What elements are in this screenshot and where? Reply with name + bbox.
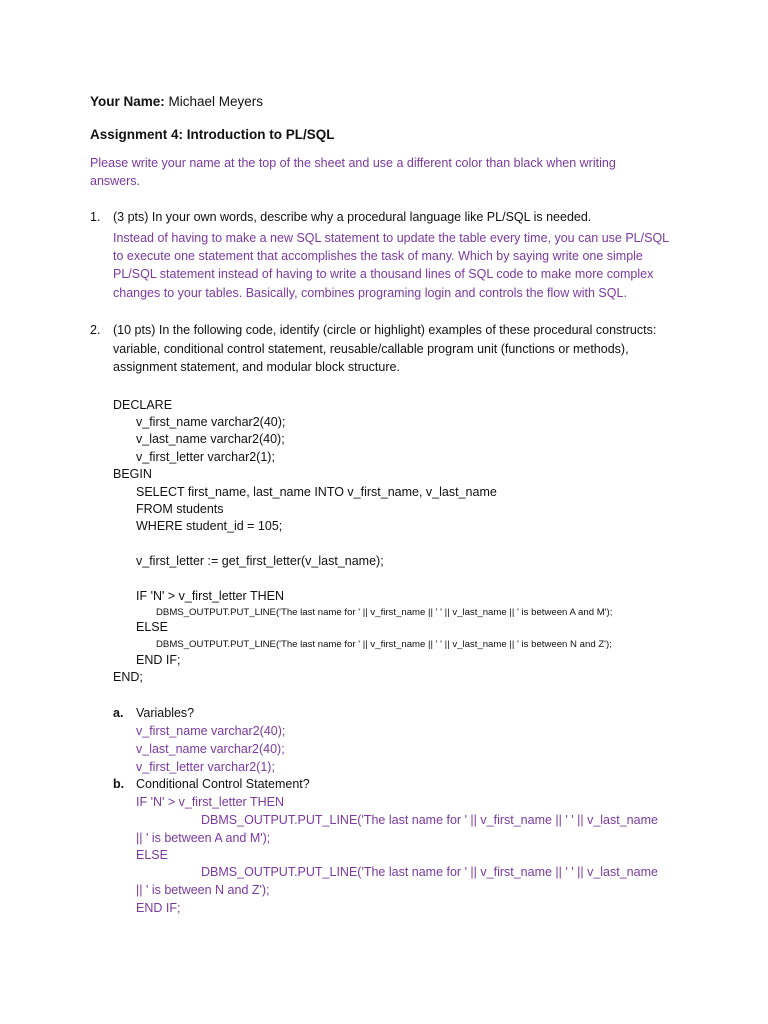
part-b-answer-end-if: END IF; [136, 901, 181, 915]
code-var-first-letter: v_first_letter varchar2(1); [136, 450, 275, 464]
q1-question: (3 pts) In your own words, describe why a procedural language like PL/SQL is needed. [113, 210, 592, 224]
code-select: SELECT first_name, last_name INTO v_first_name, v_last_name [136, 485, 497, 499]
part-a-answer-2: v_last_name varchar2(40); [136, 742, 285, 756]
q2-number: 2. [90, 323, 101, 337]
code-else: ELSE [136, 620, 168, 634]
part-b-answer-put1a: DBMS_OUTPUT.PUT_LINE('The last name for ' || v_first_name || ' ' || v_last_name [201, 813, 658, 827]
part-a-question: Variables? [136, 706, 195, 720]
part-a-answer-3: v_first_letter varchar2(1); [136, 760, 275, 774]
code-begin: BEGIN [113, 467, 152, 481]
q2-question-line-2: variable, conditional control statement, reusable/callable program unit (functions or methods), [113, 342, 629, 356]
name-line [90, 93, 263, 111]
code-var-first-name: v_first_name varchar2(40); [136, 415, 286, 429]
instructions-line-1: Please write your name at the top of the sheet and use a different color than black when writing [90, 156, 616, 170]
part-a-answer-1: v_first_name varchar2(40); [136, 724, 286, 738]
part-b-answer-put1b: || ' is between A and M'); [136, 831, 271, 845]
part-b-question: Conditional Control Statement? [136, 777, 310, 791]
code-from: FROM students [136, 502, 224, 516]
code-if: IF 'N' > v_first_letter THEN [136, 589, 284, 603]
q1-answer-line-4: changes to your tables. Basically, combines programing login and controls the flow with SQL. [113, 286, 627, 300]
q2-question-line-3: assignment statement, and modular block structure. [113, 360, 400, 374]
part-b-letter: b. [113, 777, 125, 791]
q1-answer-line-2: to execute one statement that accomplishes the task of many. Which by saying write one simple [113, 249, 643, 263]
code-where: WHERE student_id = 105; [136, 519, 283, 533]
code-put-line-1: DBMS_OUTPUT.PUT_LINE('The last name for ' || v_first_name || ' ' || v_last_name || ' is between A and M'); [156, 607, 613, 618]
instructions-line-2: answers. [90, 174, 141, 188]
name-value: Michael Meyers [168, 94, 264, 109]
code-end-if: END IF; [136, 653, 181, 667]
code-end: END; [113, 670, 143, 684]
code-assignment: v_first_letter := get_first_letter(v_last_name); [136, 554, 384, 568]
part-b-answer-put2a: DBMS_OUTPUT.PUT_LINE('The last name for ' || v_first_name || ' ' || v_last_name [201, 865, 658, 879]
part-b-answer-put2b: || ' is between N and Z'); [136, 883, 270, 897]
part-b-answer-if: IF 'N' > v_first_letter THEN [136, 795, 284, 809]
code-var-last-name: v_last_name varchar2(40); [136, 432, 285, 446]
q2-question-line-1: (10 pts) In the following code, identify (circle or highlight) examples of these procedural constructs: [113, 323, 657, 337]
code-put-line-2: DBMS_OUTPUT.PUT_LINE('The last name for ' || v_first_name || ' ' || v_last_name || ' is between N and Z'); [156, 639, 612, 650]
part-b-answer-else: ELSE [136, 848, 168, 862]
q1-answer-line-3: PL/SQL statement instead of having to write a thousand lines of SQL code to make more complex [113, 267, 654, 281]
assignment-title: Assignment 4: Introduction to PL/SQL [90, 127, 335, 142]
code-declare: DECLARE [113, 398, 173, 412]
q1-answer-line-1: Instead of having to make a new SQL statement to update the table every time, you can use PL/SQL [113, 231, 670, 245]
name-label: Your Name: [90, 94, 165, 109]
part-a-letter: a. [113, 706, 124, 720]
q1-number: 1. [90, 210, 101, 224]
